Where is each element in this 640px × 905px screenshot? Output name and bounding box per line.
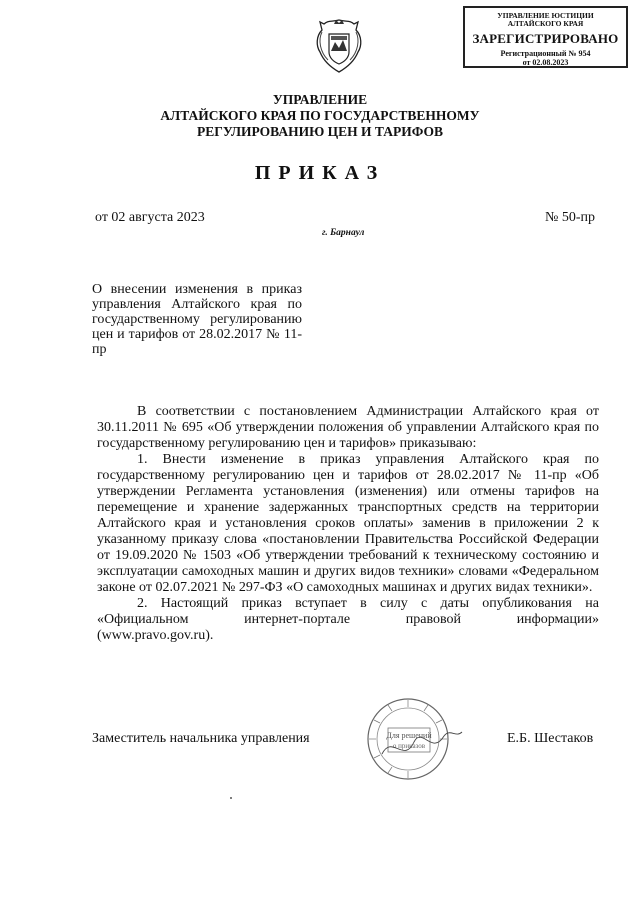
stamp-text: Для решений <box>386 731 432 740</box>
document-subject: О внесении изменения в приказ управления Алтайского края по государственному регулированию цен и тарифов от 28.02.2017 № 11-пр <box>92 282 302 357</box>
body-paragraph-3-end: (www.pravo.gov.ru). <box>97 628 214 643</box>
reg-date: от 02.08.2023 <box>522 58 569 67</box>
document-city: г. Барнаул <box>322 228 365 238</box>
document-type: ПРИКАЗ <box>254 162 386 184</box>
coat-of-arms-icon <box>314 18 364 76</box>
signatory-name: Е.Б. Шестаков <box>507 731 594 746</box>
reg-status: ЗАРЕГИСТРИРОВАНО <box>472 31 619 46</box>
reg-org-line2: АЛТАЙСКОГО КРАЯ <box>507 19 584 28</box>
document-date: от 02 августа 2023 <box>95 210 205 225</box>
issuer-line1: УПРАВЛЕНИЕ <box>272 92 368 107</box>
stamp-text-2: о приказов <box>392 742 426 750</box>
issuer-line3: РЕГУЛИРОВАНИЮ ЦЕН И ТАРИФОВ <box>196 124 444 139</box>
signatory-title: Заместитель начальника управления <box>92 731 310 746</box>
registration-stamp <box>463 6 628 68</box>
issuer-header <box>0 92 640 140</box>
reg-number: Регистрационный № 954 <box>500 49 591 58</box>
document-number: № 50-пр <box>545 210 596 225</box>
reg-org-line1: УПРАВЛЕНИЕ ЮСТИЦИИ <box>497 11 594 20</box>
stray-mark <box>230 797 232 799</box>
document-body <box>97 404 599 644</box>
body-paragraph-3: 2. Настоящий приказ вступает в силу с даты опубликования на «Официальном интернет-портале правовой информации» <box>97 596 599 627</box>
body-paragraph-1: В соответствии с постановлением Администрации Алтайского края от 30.11.2011 № 695 «Об утверждении положения об управлении Алтайского края по государственному регулированию цен и тарифов» приказываю: <box>97 404 599 451</box>
body-paragraph-2: 1. Внести изменение в приказ управления Алтайского края по государственному регулированию цен и тарифов от 28.02.2017 № 11-пр «Об утверждении Регламента установления (изменения) или отмены тарифов на перемещение и хранение задержанных транспортных средств на территории Алтайского края и установления сроков оплаты» заменив в приложении 2 к указанному приказу слова «постановлении Правительства Российской Федерации от 19.09.2020 № 1503 «Об утверждении требований к техническому состоянию и эксплуатации самоходных машин и других видов техники» словами «Федеральном законе от 02.07.2021 № 297-ФЗ «О самоходных машинах и других видах техники». <box>97 452 599 595</box>
signature-stamp <box>352 694 464 784</box>
issuer-line2: АЛТАЙСКОГО КРАЯ ПО ГОСУДАРСТВЕННОМУ <box>160 108 480 123</box>
